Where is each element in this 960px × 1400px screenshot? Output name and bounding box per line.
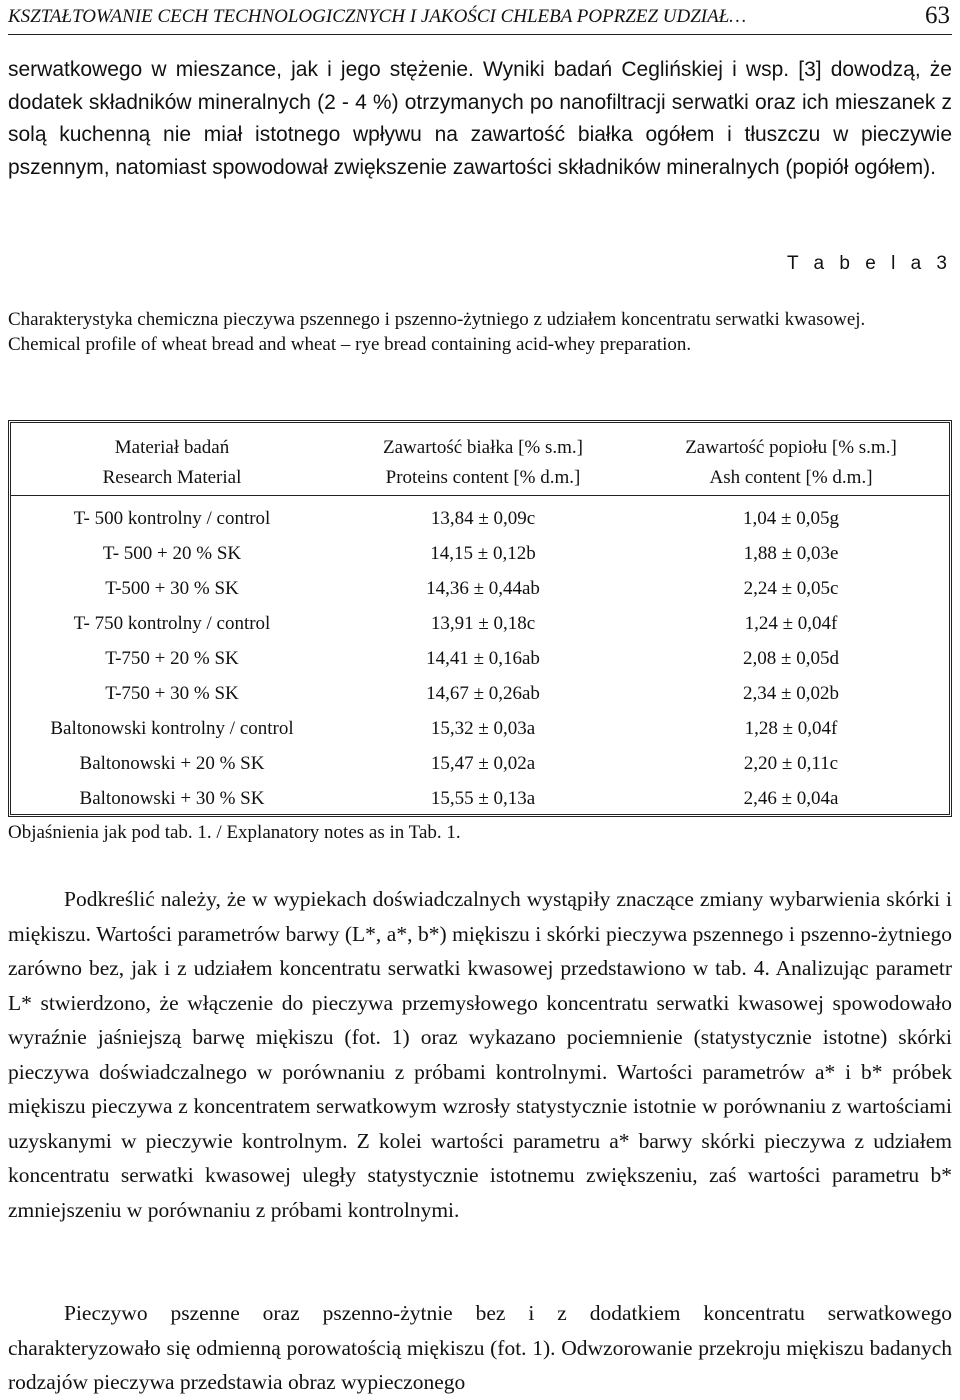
cell-ash: 2,24 ± 0,05c <box>743 578 839 599</box>
cell-ash: 1,28 ± 0,04f <box>744 718 838 739</box>
cell-material: T-500 + 30 % SK <box>105 578 239 599</box>
cell-protein: 14,67 ± 0,26ab <box>426 683 540 704</box>
table-notes: Objaśnienia jak pod tab. 1. / Explanatory notes as in Tab. 1. <box>8 822 461 843</box>
cell-protein: 15,55 ± 0,13a <box>430 788 536 809</box>
cell-material: T- 750 kontrolny / control <box>73 613 271 634</box>
header-material-en: Research Material <box>102 467 242 488</box>
table-row <box>11 781 949 816</box>
cell-ash: 1,04 ± 0,05g <box>743 508 839 529</box>
cell-material: T-750 + 20 % SK <box>105 648 239 669</box>
body-paragraph-2: Pieczywo pszenne oraz pszenno-żytnie bez i z dodatkiem koncentratu serwatkowego charakteryzowało się odmienną porowatością miękiszu (fot. 1). Odwzorowanie przekroju miękiszu badanych rodzajów pieczywa przedstawia obraz wypieczonego <box>8 1301 952 1394</box>
table-row <box>11 501 949 536</box>
cell-protein: 14,41 ± 0,16ab <box>426 648 540 669</box>
cell-ash: 2,46 ± 0,04a <box>743 788 839 809</box>
table-row <box>11 536 949 571</box>
body-paragraph-1: Podkreślić należy, że w wypiekach doświadczalnych wystąpiły znaczące zmiany wybarwienia skórki i miękiszu. Wartości parametrów barwy (L*, a*, b*) miękiszu i skórki pieczywa pszennego i pszenno-żytniego zarówno bez, jak i z udziałem koncentratu serwatki kwasowej przedstawiono w tab. 4. Analizując parametr L* stwierdzono, że włączenie do pieczywa przemysłowego koncentratu serwatki kwasowej spowodowało wyraźnie jaśniejszą barwę miękiszu (fot. 1) oraz wykazano pociemnienie (statystycznie istotne) skórki pieczywa doświadczalnego w porównaniu z próbami kontrolnymi. Wartości parametrów a* i b* próbek miękiszu pieczywa z koncentratem serwatkowym wzrosły statystycznie istotnie w porównaniu z wartościami uzyskanymi w pieczywie kontrolnym. Z kolei wartości parametru a* barwy skórki pieczywa z udziałem koncentratu serwatki kwasowej uległy statystycznie istotnemu zwiększeniu, zaś wartości parametru b* zmniejszeniu w porównaniu z próbami kontrolnymi. <box>8 887 952 1222</box>
table-row <box>11 676 949 711</box>
cell-ash: 2,08 ± 0,05d <box>743 648 839 669</box>
cell-protein: 15,47 ± 0,02a <box>430 753 536 774</box>
header-protein <box>333 433 633 493</box>
cell-material: Baltonowski + 20 % SK <box>79 753 265 774</box>
header-protein-en: Proteins content [% d.m.] <box>385 467 581 488</box>
table-row <box>11 746 949 781</box>
cell-protein: 15,32 ± 0,03a <box>430 718 536 739</box>
table-row <box>11 571 949 606</box>
cell-protein: 13,84 ± 0,09c <box>430 508 536 529</box>
header-ash-en: Ash content [% d.m.] <box>709 467 873 488</box>
running-title: KSZTAŁTOWANIE CECH TECHNOLOGICZNYCH I JAKOŚCI CHLEBA POPRZEZ UDZIAŁ… <box>8 6 747 27</box>
header-ash-pl: Zawartość popiołu [% s.m.] <box>685 437 897 458</box>
cell-protein: 14,36 ± 0,44ab <box>426 578 540 599</box>
table-header <box>11 423 949 496</box>
table-row <box>11 606 949 641</box>
cell-protein: 14,15 ± 0,12b <box>430 543 536 564</box>
table-row <box>11 711 949 746</box>
cell-protein: 13,91 ± 0,18c <box>430 613 536 634</box>
data-table <box>8 420 952 817</box>
cell-material: T- 500 + 20 % SK <box>102 543 242 564</box>
caption-english: Chemical profile of wheat bread and wheat – rye bread containing acid-whey preparation. <box>8 333 692 355</box>
table-caption <box>8 308 952 357</box>
header-protein-pl: Zawartość białka [% s.m.] <box>383 437 583 458</box>
cell-ash: 1,88 ± 0,03e <box>743 543 839 564</box>
table-label: T a b e l a 3 <box>787 253 952 274</box>
cell-material: T-750 + 30 % SK <box>105 683 239 704</box>
cell-ash: 1,24 ± 0,04f <box>744 613 838 634</box>
header-ash <box>633 433 949 493</box>
table-row <box>11 641 949 676</box>
page-number: 63 <box>925 2 950 29</box>
header-material <box>11 433 333 493</box>
cell-material: Baltonowski + 30 % SK <box>79 788 265 809</box>
cell-ash: 2,34 ± 0,02b <box>743 683 839 704</box>
caption-polish: Charakterystyka chemiczna pieczywa pszennego i pszenno-żytniego z udziałem koncentratu serwatki kwasowej. <box>8 309 866 330</box>
cell-material: T- 500 kontrolny / control <box>73 508 271 529</box>
intro-paragraph: serwatkowego w mieszance, jak i jego stężenie. Wyniki badań Ceglińskiej i wsp. [3] dowodzą, że dodatek składników mineralnych (2 - 4 %) otrzymanych po nanofiltracji serwatki oraz ich mieszanek z solą kuchenną nie miał istotnego wpływu na zawartość białka ogółem i tłuszczu w pieczywie pszennym, natomiast spowodował zwiększenie zawartości składników mineralnych (popiół ogółem). <box>8 58 952 179</box>
running-header <box>8 4 952 35</box>
header-material-pl: Materiał badań <box>114 437 230 458</box>
cell-ash: 2,20 ± 0,11c <box>743 753 839 774</box>
cell-material: Baltonowski kontrolny / control <box>50 718 294 739</box>
